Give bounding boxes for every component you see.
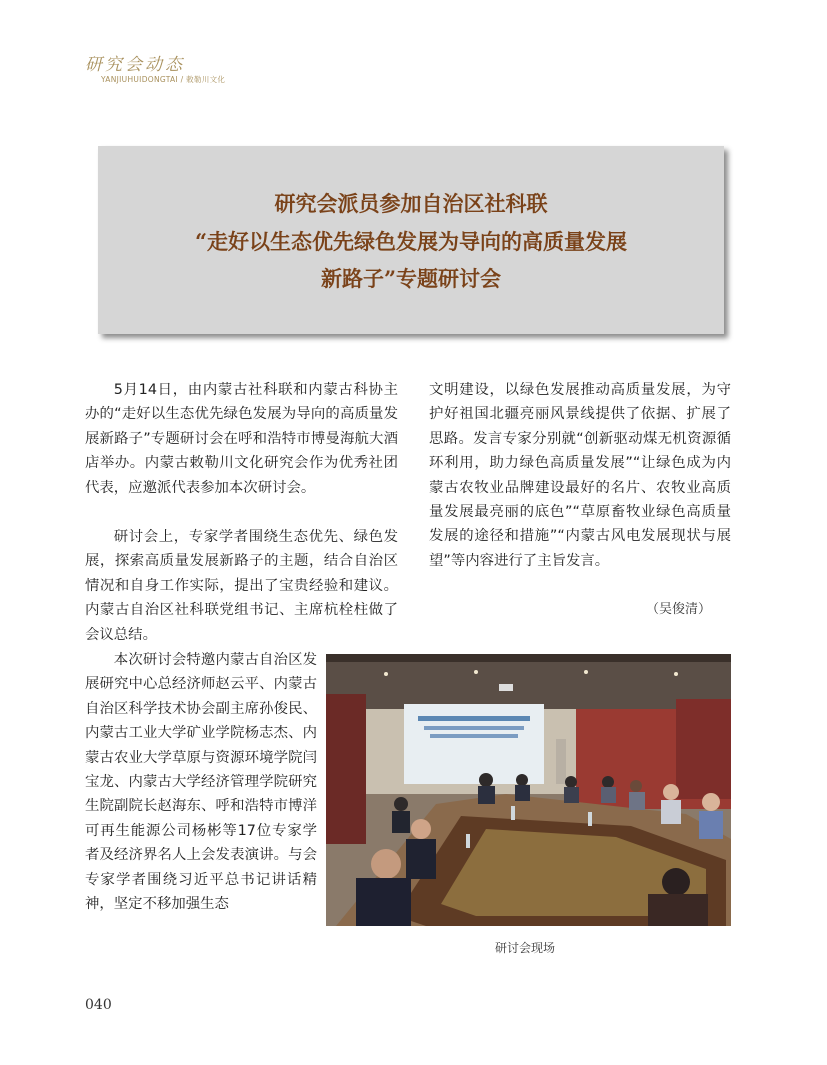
paragraph-4: 文明建设，以绿色发展推动高质量发展，为守护好祖国北疆亮丽风景线提供了依据、扩展了思路。发言专家分别就“创新驱动煤无机资源循环利用，助力绿色高质量发展”“让绿色成为内蒙古农牧业品牌建设最好的名片、农牧业高质量发展最亮丽的底色”“草原畜牧业绿色高质量发展的途径和措施”“内蒙古风电发展现状与展望”等内容进行了主旨发言。 bbox=[429, 382, 731, 569]
photo-caption: 研讨会现场 bbox=[495, 941, 556, 955]
headline-line-1: 研究会派员参加自治区社科联 bbox=[274, 191, 548, 216]
author-signature: （吴俊清） bbox=[646, 602, 712, 617]
paragraph-3: 本次研讨会特邀内蒙古自治区发展研究中心总经济师赵云平、内蒙古自治区科学技术协会副主席孙俊民、内蒙古工业大学矿业学院杨志杰、内蒙古农业大学草原与资源环境学院闫宝龙、内蒙古大学经济管理学院研究生院副院长赵海东、呼和浩特市博洋可再生能源公司杨彬等17位专家学者及经济界名人上会发表演讲。与会专家学者围绕习近平总书记讲话精神，坚定不移加强生态 bbox=[85, 652, 317, 913]
headline-line-3: 新路子”专题研讨会 bbox=[320, 266, 502, 291]
headline-line-2: “走好以生态优先绿色发展为导向的高质量发展 bbox=[194, 229, 628, 254]
paragraph-2: 研讨会上，专家学者围绕生态优先、绿色发展，探索高质量发展新路子的主题，结合自治区情况和自身工作实际，提出了宝贵经验和建议。内蒙古自治区社科联党组书记、主席杭栓柱做了会议总结。 bbox=[85, 529, 398, 643]
section-subtitle: YANJIUHUIDONGTAI / 敕勒川文化 bbox=[101, 75, 226, 84]
paragraph-1: 5月14日，由内蒙古社科联和内蒙古科协主办的“走好以生态优先绿色发展为导向的高质量发展新路子”专题研讨会在呼和浩特市博曼海航大酒店举办。内蒙古敕勒川文化研究会作为优秀社团代表，应邀派代表参加本次研讨会。 bbox=[85, 382, 398, 496]
meeting-photo bbox=[326, 654, 731, 926]
page-number: 040 bbox=[85, 997, 112, 1013]
headline-box bbox=[98, 146, 724, 334]
section-title: 研究会动态 bbox=[85, 55, 185, 75]
